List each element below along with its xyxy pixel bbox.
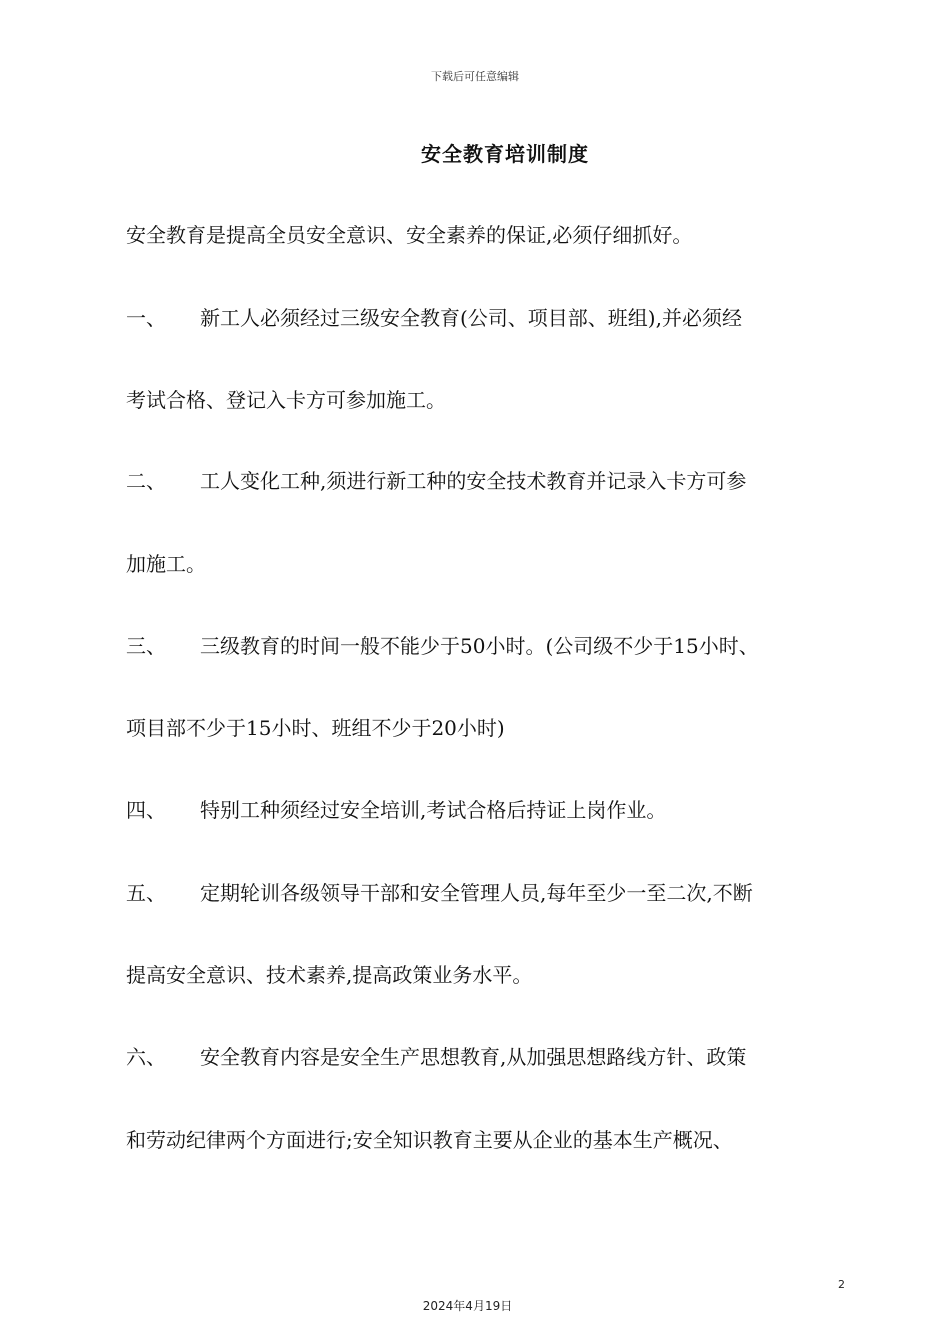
list-item-2	[126, 469, 746, 493]
list-item-3	[126, 634, 759, 658]
list-item-5	[126, 881, 753, 905]
list-item-6	[126, 1045, 746, 1069]
list-item-number: 四、	[126, 798, 166, 822]
list-item-2-continuation: 加施工。	[126, 552, 206, 576]
list-item-text: 特别工种须经过安全培训,考试合格后持证上岗作业。	[200, 798, 667, 822]
document-title: 安全教育培训制度	[421, 142, 589, 166]
footer-date: 2024年4月19日	[422, 1299, 513, 1313]
list-item-4	[126, 798, 666, 822]
list-item-3-continuation: 项目部不少于15小时、班组不少于20小时)	[126, 716, 505, 740]
list-item-text: 定期轮训各级领导干部和安全管理人员,每年至少一至二次,不断	[200, 881, 753, 905]
header-note: 下载后可任意编辑	[431, 70, 519, 83]
list-item-5-continuation: 提高安全意识、技术素养,提高政策业务水平。	[126, 963, 533, 987]
list-item-number: 五、	[126, 881, 166, 905]
list-item-text: 安全教育内容是安全生产思想教育,从加强思想路线方针、政策	[200, 1045, 747, 1069]
list-item-text: 三级教育的时间一般不能少于50小时。(公司级不少于15小时、	[200, 634, 759, 658]
list-item-text: 新工人必须经过三级安全教育(公司、项目部、班组),并必须经	[200, 306, 742, 330]
list-item-text: 工人变化工种,须进行新工种的安全技术教育并记录入卡方可参	[200, 469, 747, 493]
list-item-6-continuation: 和劳动纪律两个方面进行;安全知识教育主要从企业的基本生产概况、	[126, 1128, 733, 1152]
list-item-number: 二、	[126, 469, 166, 493]
list-item-1-continuation: 考试合格、登记入卡方可参加施工。	[126, 388, 446, 412]
list-item-number: 三、	[126, 634, 166, 658]
list-item-1	[126, 306, 742, 330]
intro-paragraph: 安全教育是提高全员安全意识、安全素养的保证,必须仔细抓好。	[126, 223, 693, 247]
list-item-number: 六、	[126, 1045, 166, 1069]
list-item-number: 一、	[126, 306, 166, 330]
page-number: 2	[838, 1278, 845, 1291]
